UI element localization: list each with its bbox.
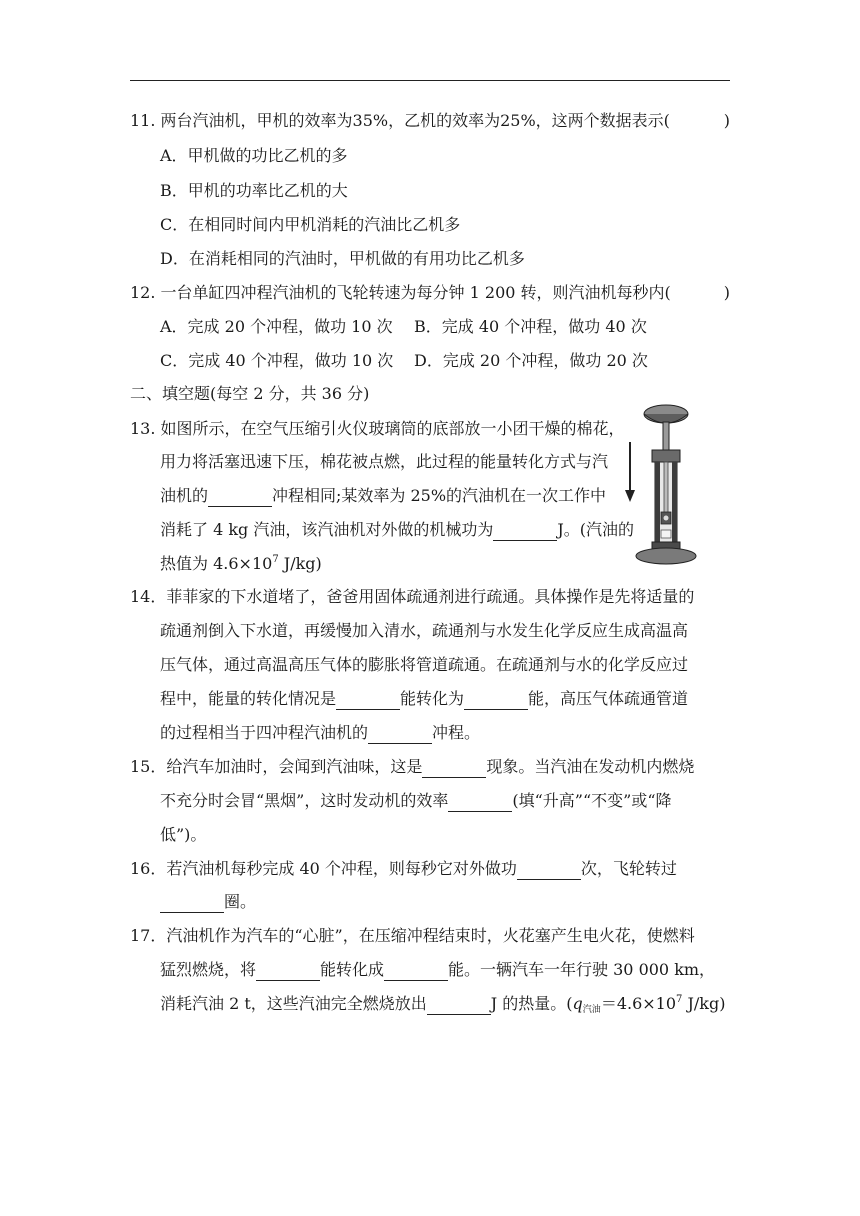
answer-blank[interactable]	[336, 687, 400, 710]
q11-option-a: A．甲机做的功比乙机的多	[160, 146, 348, 165]
q14-line-1: 14．菲菲家的下水道堵了，爸爸用固体疏通剂进行疏通。具体操作是先将适量的	[130, 587, 695, 606]
q13-line-3: 油机的 冲程相同;某效率为 25%的汽油机在一次工作中	[160, 486, 607, 505]
q12-option-c: C．完成 40 个冲程，做功 10 次	[160, 351, 394, 370]
q11-answer-paren: )	[723, 111, 730, 130]
q12-option-a: A．完成 20 个冲程，做功 10 次	[160, 317, 393, 336]
answer-blank[interactable]	[493, 518, 557, 541]
q11-option-d: D．在消耗相同的汽油时，甲机做的有用功比乙机多	[160, 249, 525, 268]
answer-blank[interactable]	[208, 484, 272, 507]
q12-option-b: B．完成 40 个冲程，做功 40 次	[414, 317, 647, 336]
q13-line-5: 热值为 $4.6\times 10^7$ J/kg)	[160, 554, 322, 573]
header-rule	[130, 80, 730, 81]
q16-line-2: 圈。	[160, 885, 256, 919]
q14-line-5: 的过程相当于四冲程汽油机的 冲程。	[160, 723, 481, 742]
answer-blank[interactable]	[256, 958, 320, 981]
answer-blank[interactable]	[427, 992, 491, 1015]
q12-stem: 12. 一台单缸四冲程汽油机的飞轮转速为每分钟 1 200 转，则汽油机每秒内(	[130, 283, 671, 302]
answer-blank[interactable]	[517, 857, 581, 880]
q14-line-2: 疏通剂倒入下水道，再缓慢加入清水，疏通剂与水发生化学反应生成高温高	[160, 621, 689, 640]
q17-line-2: 猛烈燃烧，将 能转化成 能。一辆汽车一年行驶 30 000 km，	[160, 960, 716, 979]
q13-line-4: 消耗了 4 kg 汽油，该汽油机对外做的机械功为 J。(汽油的	[160, 520, 635, 539]
answer-blank[interactable]	[464, 687, 528, 710]
q15-line-1: 15．给汽车加油时，会闻到汽油味，这是 现象。当汽油在发动机内燃烧	[130, 757, 695, 776]
q11-option-b: B．甲机的功率比乙机的大	[160, 181, 348, 200]
answer-blank[interactable]	[384, 958, 448, 981]
q12-option-d: D．完成 20 个冲程，做功 20 次	[414, 351, 648, 370]
answer-blank[interactable]	[422, 755, 486, 778]
q13-line-2: 用力将活塞迅速下压，棉花被点燃，此过程的能量转化方式与汽	[160, 452, 609, 471]
q12-answer-paren: )	[723, 283, 730, 302]
q17-line-3: 消耗汽油 2 t，这些汽油完全燃烧放出 J 的热量。($q_{汽油}=4.6\times 10^7$ J/kg)	[160, 994, 726, 1015]
q15-line-3: 低”)。	[160, 825, 207, 844]
q14-line-4: 程中，能量的转化情况是 能转化为 能，高压气体疏通管道	[160, 689, 689, 708]
q17-line-1: 17．汽油机作为汽车的“心脏”，在压缩冲程结束时，火花塞产生电火花，使燃料	[130, 926, 695, 945]
q15-line-2: 不充分时会冒“黑烟”，这时发动机的效率 (填“升高”“不变”或“降	[160, 791, 672, 810]
q14-line-3: 压气体，通过高温高压气体的膨胀将管道疏通。在疏通剂与水的化学反应过	[160, 655, 689, 674]
section-heading: 二、填空题(每空 2 分，共 36 分)	[130, 384, 370, 403]
answer-blank[interactable]	[368, 721, 432, 744]
q11-option-c: C．在相同时间内甲机消耗的汽油比乙机多	[160, 215, 461, 234]
q13-line-1: 13. 如图所示，在空气压缩引火仪玻璃筒的底部放一小团干燥的棉花，	[130, 419, 625, 438]
answer-blank[interactable]	[160, 890, 224, 913]
q16-line-1: 16．若汽油机每秒完成 40 个冲程，则每秒它对外做功 次，飞轮转过	[130, 859, 677, 878]
answer-blank[interactable]	[448, 789, 512, 812]
fire-syringe-illustration	[618, 402, 698, 570]
q11-stem: 11. 两台汽油机，甲机的效率为35%，乙机的效率为25%，这两个数据表示(	[130, 111, 670, 130]
